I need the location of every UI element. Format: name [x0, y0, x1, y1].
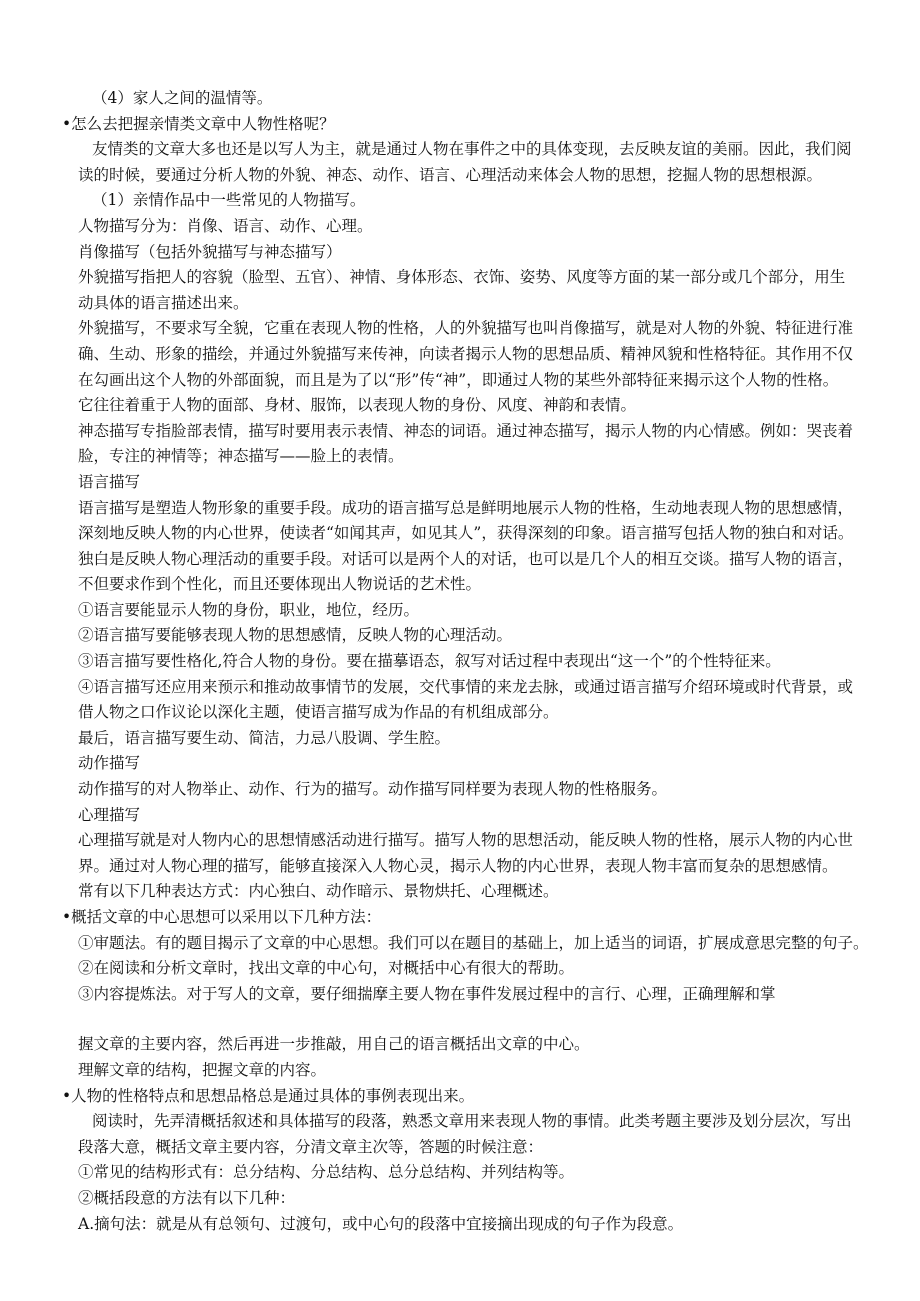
text-line: 理解文章的结构，把握文章的内容。: [78, 1060, 327, 1079]
text-line: （4）家人之间的温情等。: [92, 89, 273, 107]
paragraph-line: 心理描写就是对人物内心的思想情感活动进行描写。描写人物的思想活动，能反映人物的性格，展示人物的内心世: [78, 831, 854, 850]
bullet-heading: •概括文章的中心思想可以采用以下几种方法：: [62, 908, 382, 926]
list-item: ①常见的结构形式有：总分结构、分总结构、总分总结构、并列结构等。: [78, 1163, 575, 1182]
paragraph-line: 外貌描写，不要求写全貌，它重在表现人物的性格，人的外貌描写也叫肖像描写，就是对人物的外貌、特征进行准: [78, 319, 854, 338]
paragraph-line: 它往往着重于人物的面部、身材、服饰，以表现人物的身份、风度、神韵和表情。: [78, 396, 637, 415]
list-item: ②概括段意的方法有以下几种：: [78, 1188, 296, 1207]
paragraph-line: 界。通过对人物心理的描写，能够直接深入人物心灵，揭示人物的内心世界，表现人物丰富而复杂的思想感情。: [78, 856, 838, 875]
text-line: 人物描写分为：肖像、语言、动作、心理。: [78, 216, 373, 235]
paragraph-line: 友情类的文章大多也还是以写人为主，就是通过人物在事件之中的具体变现，去反映友谊的美丽。因此，我们阅: [92, 140, 852, 159]
paragraph-line: 独白是反映人物心理活动的重要手段。对话可以是两个人的对话，也可以是几个人的相互交谈。描写人物的语言，: [78, 549, 854, 568]
paragraph-line: 在勾画出这个人物的外部面貌，而且是为了以“形”传“神”，即通过人物的某些外部特征来揭示这个人物的性格。: [78, 370, 839, 389]
list-item: A.摘句法：就是从有总领句、过渡句，或中心句的段落中宜接摘出现成的句子作为段意。: [78, 1214, 684, 1233]
paragraph-line: 确、生动、形象的描绘，并通过外貌描写来传神，向读者揭示人物的思想品质、精神风貌和性格特征。其作用不仅: [78, 344, 854, 363]
subheading: 心理描写: [78, 805, 141, 824]
bullet-heading: •怎么去把握亲情类文章中人物性格呢？: [62, 114, 335, 133]
subheading: 肖像描写（包括外貌描写与神态描写）: [78, 242, 342, 261]
list-item: 借人物之口作议论以深化主题，使语言描写成为作品的有机组成部分。: [78, 703, 559, 722]
paragraph-line: 外貌描写指把人的容貌（脸型、五官）、神情、身体形态、衣饰、姿势、风度等方面的某一部分或几个部分，用生: [78, 268, 846, 287]
subheading: 语言描写: [78, 472, 141, 491]
paragraph-line: 不但要求作到个性化，而且还要体现出人物说话的艺术性。: [78, 575, 482, 594]
paragraph-line: 段落大意，概括文章主要内容，分清文章主次等，答题的时候注意：: [78, 1137, 544, 1156]
paragraph-line: 阅读时，先弄清概括叙述和具体描写的段落，熟悉文章用来表现人物的事情。此类考题主要涉及划分层次，写出: [92, 1112, 852, 1131]
bullet-heading: •人物的性格特点和思想品格总是通过具体的事例表现出来。: [62, 1086, 475, 1105]
paragraph-line: 读的时候，要通过分析人物的外貌、神态、动作、语言、心理活动来体会人物的思想，挖掘人物的思想根源。: [78, 165, 823, 184]
text-line: 最后，语言描写要生动、简洁，力忌八股调、学生腔。: [78, 728, 451, 747]
paragraph-line: 脸，专注的神情等；神态描写——脸上的表情。: [78, 447, 404, 466]
list-item: ③内容提炼法。对于写人的文章，要仔细揣摩主要人物在事件发展过程中的言行、心理，正确理解和掌: [78, 984, 776, 1003]
list-item: ①语言要能显示人物的身份，职业，地位，经历。: [78, 600, 420, 619]
list-item: ②在阅读和分析文章时，找出文章的中心句，对概括中心有很大的帮助。: [78, 959, 575, 978]
paragraph-line: 常有以下几种表达方式：内心独白、动作暗示、景物烘托、心理概述。: [78, 882, 559, 901]
paragraph-line: 语言描写是塑造人物形象的重要手段。成功的语言描写总是鲜明地展示人物的性格，生动地表现人物的思想感情，: [78, 498, 854, 517]
paragraph-line: 神态描写专指脸部表情，描写时要用表示表情、神态的词语。通过神态描写，揭示人物的内心情感。例如：哭丧着: [78, 421, 854, 440]
paragraph-line: 动具体的语言描述出来。: [78, 293, 249, 312]
list-item: ③语言描写要性格化,符合人物的身份。要在描摹语态，叙写对话过程中表现出“这一个”的个性特征来。: [78, 652, 781, 671]
blank-line: [62, 1007, 862, 1032]
document-page: [62, 86, 869, 1237]
paragraph-line: 深刻地反映人物的内心世界，使读者“如闻其声，如见其人”，获得深刻的印象。语言描写包括人物的独白和对话。: [78, 524, 854, 543]
list-item: ④语言描写还应用来预示和推动故事情节的发展，交代事情的来龙去脉，或通过语言描写介绍环境或时代背景，或: [78, 677, 854, 696]
text-line: （1）亲情作品中一些常见的人物描写。: [92, 191, 366, 210]
subheading: 动作描写: [78, 754, 141, 773]
paragraph-line: 握文章的主要内容，然后再进一步推敲，用自己的语言概括出文章的中心。: [78, 1035, 590, 1054]
paragraph-line: 动作描写的对人物举止、动作、行为的描写。动作描写同样要为表现人物的性格服务。: [78, 780, 668, 799]
list-item: ②语言描写要能够表现人物的思想感情，反映人物的心理活动。: [78, 626, 513, 645]
list-item: ①审题法。有的题目揭示了文章的中心思想。我们可以在题目的基础上，加上适当的词语，扩展成意思完整的句子。: [78, 933, 869, 952]
